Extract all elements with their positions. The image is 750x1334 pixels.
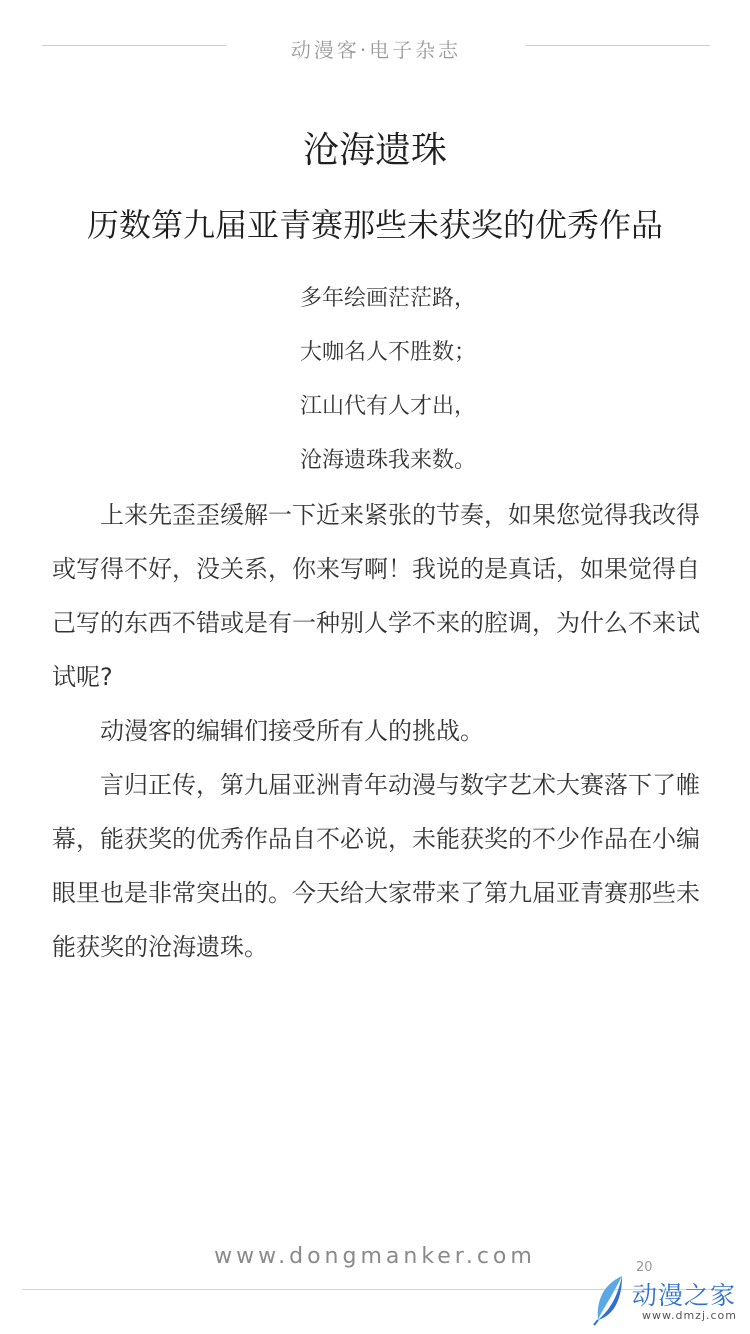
article-paragraph: 动漫客的编辑们接受所有人的挑战。	[100, 717, 484, 745]
magazine-header	[0, 30, 750, 62]
dmzj-logo[interactable]	[592, 1272, 742, 1328]
article-subtitle: 历数第九届亚青赛那些未获奖的优秀作品	[86, 206, 663, 244]
article-paragraph: 言归正传，第九届亚洲青年动漫与数字艺术大赛落下了帷幕，能获奖的优秀作品自不必说，未能获奖的不少作品在小编眼里也是非常突出的。今天给大家带来了第九届亚青赛那些未能获奖的沧海遗珠。	[52, 771, 700, 961]
article-title: 沧海遗珠	[302, 130, 447, 171]
magazine-title: 动漫客·电子杂志	[290, 38, 462, 62]
header-divider-right	[526, 45, 710, 46]
feather-logo-icon	[592, 1274, 628, 1326]
page-number: 20	[636, 1260, 653, 1275]
header-divider-left	[42, 45, 226, 46]
poem-line: 沧海遗珠我来数。	[300, 448, 477, 473]
logo-name: 动漫之家	[632, 1281, 737, 1310]
footer-url[interactable]: www.dongmanker.com	[214, 1244, 536, 1269]
article-body	[52, 488, 700, 974]
article-paragraph: 上来先歪歪缓解一下近来紧张的节奏，如果您觉得我改得或写得不好，没关系，你来写啊！我说的是真话，如果觉得自己写的东西不错或是有一种别人学不来的腔调，为什么不来试试呢?	[52, 501, 700, 691]
poem-line: 大咖名人不胜数；	[300, 340, 477, 365]
poem-line: 多年绘画茫茫路，	[300, 286, 477, 311]
logo-domain: www.dmzj.com	[642, 1309, 737, 1322]
poem-line: 江山代有人才出，	[300, 394, 477, 419]
poem	[300, 280, 700, 496]
